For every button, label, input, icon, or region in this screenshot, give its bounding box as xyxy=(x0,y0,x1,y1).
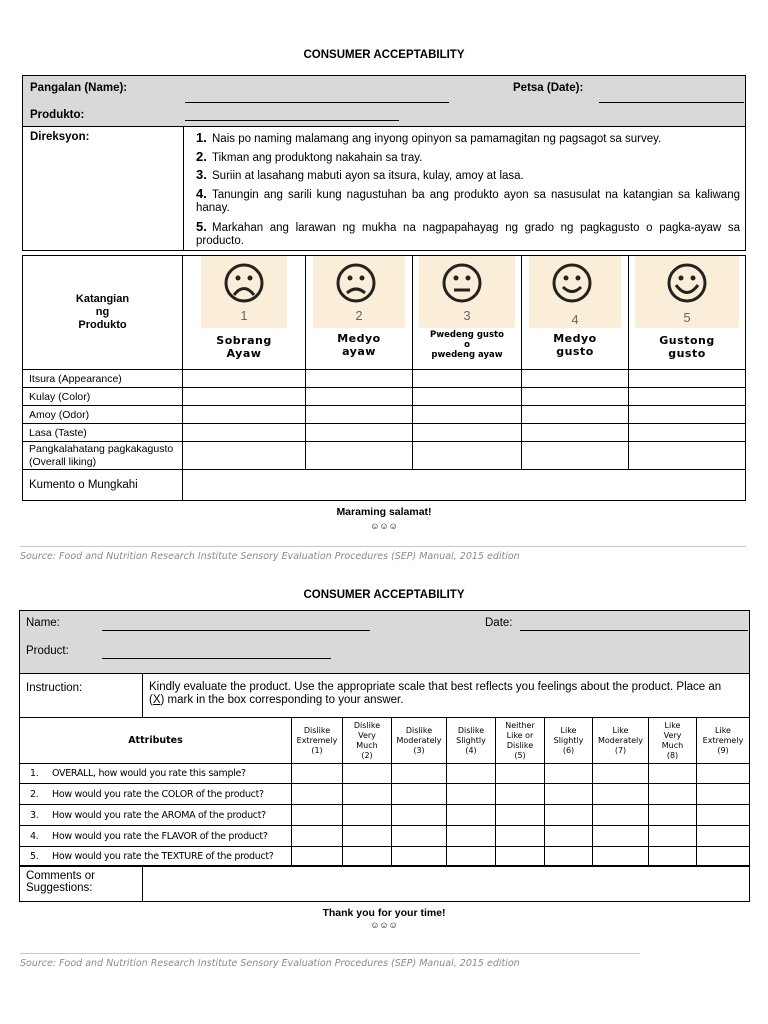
rating-cell[interactable] xyxy=(697,805,750,826)
rating-cell[interactable] xyxy=(413,370,522,388)
rating-cell[interactable] xyxy=(522,406,629,424)
rating-cell[interactable] xyxy=(496,784,545,805)
rating-cell[interactable] xyxy=(522,370,629,388)
scale-1 xyxy=(183,256,306,370)
rating-cell[interactable] xyxy=(392,826,447,847)
rating-cell[interactable] xyxy=(593,764,649,784)
scale-header-6: Like Slightly (6) xyxy=(545,718,593,764)
rating-cell[interactable] xyxy=(522,388,629,406)
form2-title: CONSUMER ACCEPTABILITY xyxy=(303,589,465,601)
row-label-overall: Pangkalahatang pagkakagusto (Overall liking) xyxy=(23,442,183,470)
scale-4 xyxy=(522,256,629,370)
date-field[interactable] xyxy=(599,88,744,103)
rating-cell[interactable] xyxy=(447,764,496,784)
rating-cell[interactable] xyxy=(306,442,413,470)
scale-number: 3 xyxy=(463,308,471,323)
rating-cell[interactable] xyxy=(649,764,697,784)
scale-5 xyxy=(629,256,746,370)
form2-thanks: Thank you for your time! xyxy=(322,907,446,919)
product-field[interactable] xyxy=(102,645,331,659)
comments-field[interactable] xyxy=(183,470,746,501)
scale-label: Pwedeng gusto o pwedeng ayaw xyxy=(430,330,504,360)
rating-cell[interactable] xyxy=(629,370,746,388)
product-label: Product: xyxy=(26,645,69,657)
question-row-label: 1. OVERALL, how would you rate this sample? xyxy=(20,764,292,784)
rating-cell[interactable] xyxy=(447,784,496,805)
question-row-label: 4. How would you rate the FLAVOR of the product? xyxy=(20,826,292,847)
directions-divider xyxy=(183,126,184,251)
rating-cell[interactable] xyxy=(697,826,750,847)
rating-cell[interactable] xyxy=(183,406,306,424)
form1-title: CONSUMER ACCEPTABILITY xyxy=(303,49,465,61)
scale-label: Sobrang Ayaw xyxy=(216,334,272,360)
form1-source: Source: Food and Nutrition Research Institute Sensory Evaluation Procedures (SEP) Manual, 2015 edition xyxy=(20,551,520,562)
rating-cell[interactable] xyxy=(183,370,306,388)
very-sad-face-icon[interactable] xyxy=(223,262,265,304)
rating-cell[interactable] xyxy=(447,847,496,867)
rating-cell[interactable] xyxy=(306,370,413,388)
rating-cell[interactable] xyxy=(545,805,593,826)
rating-cell[interactable] xyxy=(629,406,746,424)
rating-cell[interactable] xyxy=(183,424,306,442)
row-label: Itsura (Appearance) xyxy=(23,370,183,388)
scale-label: Gustong gusto xyxy=(659,334,715,360)
rating-cell[interactable] xyxy=(629,442,746,470)
name-field[interactable] xyxy=(185,88,449,103)
rating-cell[interactable] xyxy=(343,826,392,847)
rating-cell[interactable] xyxy=(292,784,343,805)
scale-header-1: Dislike Extremely (1) xyxy=(292,718,343,764)
comments-label: Comments or Suggestions: xyxy=(26,870,96,894)
rating-cell[interactable] xyxy=(496,826,545,847)
rating-cell[interactable] xyxy=(522,424,629,442)
instruction-divider xyxy=(142,673,143,718)
product-label: Produkto: xyxy=(30,109,85,121)
rating-cell[interactable] xyxy=(522,442,629,470)
scale-2 xyxy=(306,256,413,370)
form2-smiles: ☺☺☺ xyxy=(370,920,398,930)
rating-cell[interactable] xyxy=(629,388,746,406)
rating-cell[interactable] xyxy=(593,784,649,805)
name-label: Pangalan (Name): xyxy=(30,82,128,94)
scale-label: Medyo gusto xyxy=(553,332,597,358)
rating-cell[interactable] xyxy=(343,805,392,826)
rating-cell[interactable] xyxy=(392,764,447,784)
form2-divider xyxy=(20,953,640,954)
direction-5: 5. Markahan ang larawan ng mukha na nagpapahayag ng grado ng pagkagusto o pagka-ayaw sa producto. xyxy=(196,219,740,247)
scale-header-8: Like Very Much (8) xyxy=(649,718,697,764)
row-label: Kulay (Color) xyxy=(23,388,183,406)
rating-cell[interactable] xyxy=(545,764,593,784)
scale-label: Medyo ayaw xyxy=(337,332,381,358)
row-label: Amoy (Odor) xyxy=(23,406,183,424)
rating-cell[interactable] xyxy=(697,784,750,805)
form2-source: Source: Food and Nutrition Research Institute Sensory Evaluation Procedures (SEP) Manual, 2015 edition xyxy=(20,958,520,969)
scale-header-9: Like Extremely (9) xyxy=(697,718,750,764)
rating-cell[interactable] xyxy=(306,424,413,442)
rating-cell[interactable] xyxy=(545,784,593,805)
rating-cell[interactable] xyxy=(306,406,413,424)
name-field[interactable] xyxy=(102,617,370,631)
neutral-face-icon[interactable] xyxy=(441,262,483,304)
rating-cell[interactable] xyxy=(545,847,593,867)
rating-cell[interactable] xyxy=(392,784,447,805)
directions-label: Direksyon: xyxy=(30,131,90,143)
instruction-text: Kindly evaluate the product. Use the appropriate scale that best reflects you feelings about the product. Place an (X) mark in the box corresponding to your answer. xyxy=(149,681,722,706)
rating-cell[interactable] xyxy=(697,847,750,867)
scale-number: 5 xyxy=(683,310,691,325)
comments-field[interactable] xyxy=(143,866,748,900)
rating-cell[interactable] xyxy=(413,424,522,442)
name-label: Name: xyxy=(26,617,60,629)
form1-rating-table xyxy=(22,255,746,501)
rating-cell[interactable] xyxy=(545,826,593,847)
scale-header-3: Dislike Moderately (3) xyxy=(392,718,447,764)
rating-cell[interactable] xyxy=(306,388,413,406)
rating-cell[interactable] xyxy=(413,442,522,470)
form1-smiles: ☺☺☺ xyxy=(370,521,398,531)
date-field[interactable] xyxy=(520,617,748,631)
rating-cell[interactable] xyxy=(593,826,649,847)
scale-header-7: Like Moderately (7) xyxy=(593,718,649,764)
rating-cell[interactable] xyxy=(343,847,392,867)
rating-cell[interactable] xyxy=(697,764,750,784)
rating-cell[interactable] xyxy=(649,826,697,847)
rating-cell[interactable] xyxy=(183,442,306,470)
direction-1: 1. Nais po naming malamang ang inyong opinyon sa pamamagitan ng pagsagot sa survey. xyxy=(196,130,662,145)
rating-cell[interactable] xyxy=(343,784,392,805)
date-label: Petsa (Date): xyxy=(513,82,584,94)
rating-cell[interactable] xyxy=(649,784,697,805)
scale-header-5: Neither Like or Dislike (5) xyxy=(496,718,545,764)
rating-cell[interactable] xyxy=(413,406,522,424)
rating-cell[interactable] xyxy=(292,847,343,867)
attributes-header: Attributes xyxy=(20,718,292,764)
rating-cell[interactable] xyxy=(649,805,697,826)
attributes-header: Katangian ng Produkto xyxy=(23,256,183,370)
smile-face-icon[interactable] xyxy=(551,262,593,304)
scale-3 xyxy=(413,256,522,370)
rating-cell[interactable] xyxy=(629,424,746,442)
scale-number: 4 xyxy=(571,312,579,327)
rating-cell[interactable] xyxy=(292,826,343,847)
big-smile-face-icon[interactable] xyxy=(666,262,708,304)
rating-cell[interactable] xyxy=(496,764,545,784)
rating-cell[interactable] xyxy=(413,388,522,406)
rating-cell[interactable] xyxy=(292,805,343,826)
scale-number: 1 xyxy=(240,308,248,323)
form2-rating-table xyxy=(19,717,750,867)
date-label: Date: xyxy=(485,617,513,629)
direction-2: 2. Tikman ang produktong nakahain sa tray. xyxy=(196,149,423,164)
direction-4: 4. Tanungin ang sarili kung nagustuhan ba ang produkto ayon sa nasusulat na katangian sa kaliwang hanay. xyxy=(196,186,740,214)
question-row-label: 2. How would you rate the COLOR of the product? xyxy=(20,784,292,805)
scale-header-2: Dislike Very Much (2) xyxy=(343,718,392,764)
scale-header-4: Dislike Slightly (4) xyxy=(447,718,496,764)
form1-thanks: Maraming salamat! xyxy=(336,506,432,518)
question-row-label: 5. How would you rate the TEXTURE of the product? xyxy=(20,847,292,867)
sad-face-icon[interactable] xyxy=(335,262,377,304)
rating-cell[interactable] xyxy=(496,847,545,867)
question-row-label: 3. How would you rate the AROMA of the product? xyxy=(20,805,292,826)
rating-cell[interactable] xyxy=(447,826,496,847)
rating-cell[interactable] xyxy=(593,805,649,826)
rating-cell[interactable] xyxy=(649,847,697,867)
rating-cell[interactable] xyxy=(392,847,447,867)
rating-cell[interactable] xyxy=(183,388,306,406)
rating-cell[interactable] xyxy=(292,764,343,784)
scale-number: 2 xyxy=(355,308,363,323)
rating-cell[interactable] xyxy=(447,805,496,826)
direction-3: 3. Suriin at lasahang mabuti ayon sa itsura, kulay, amoy at lasa. xyxy=(196,167,524,182)
rating-cell[interactable] xyxy=(496,805,545,826)
instruction-label: Instruction: xyxy=(26,682,83,694)
product-field[interactable] xyxy=(185,106,399,121)
row-label: Lasa (Taste) xyxy=(23,424,183,442)
form1-divider xyxy=(20,546,746,547)
rating-cell[interactable] xyxy=(343,764,392,784)
comments-label: Kumento o Mungkahi xyxy=(23,470,183,501)
rating-cell[interactable] xyxy=(392,805,447,826)
rating-cell[interactable] xyxy=(593,847,649,867)
